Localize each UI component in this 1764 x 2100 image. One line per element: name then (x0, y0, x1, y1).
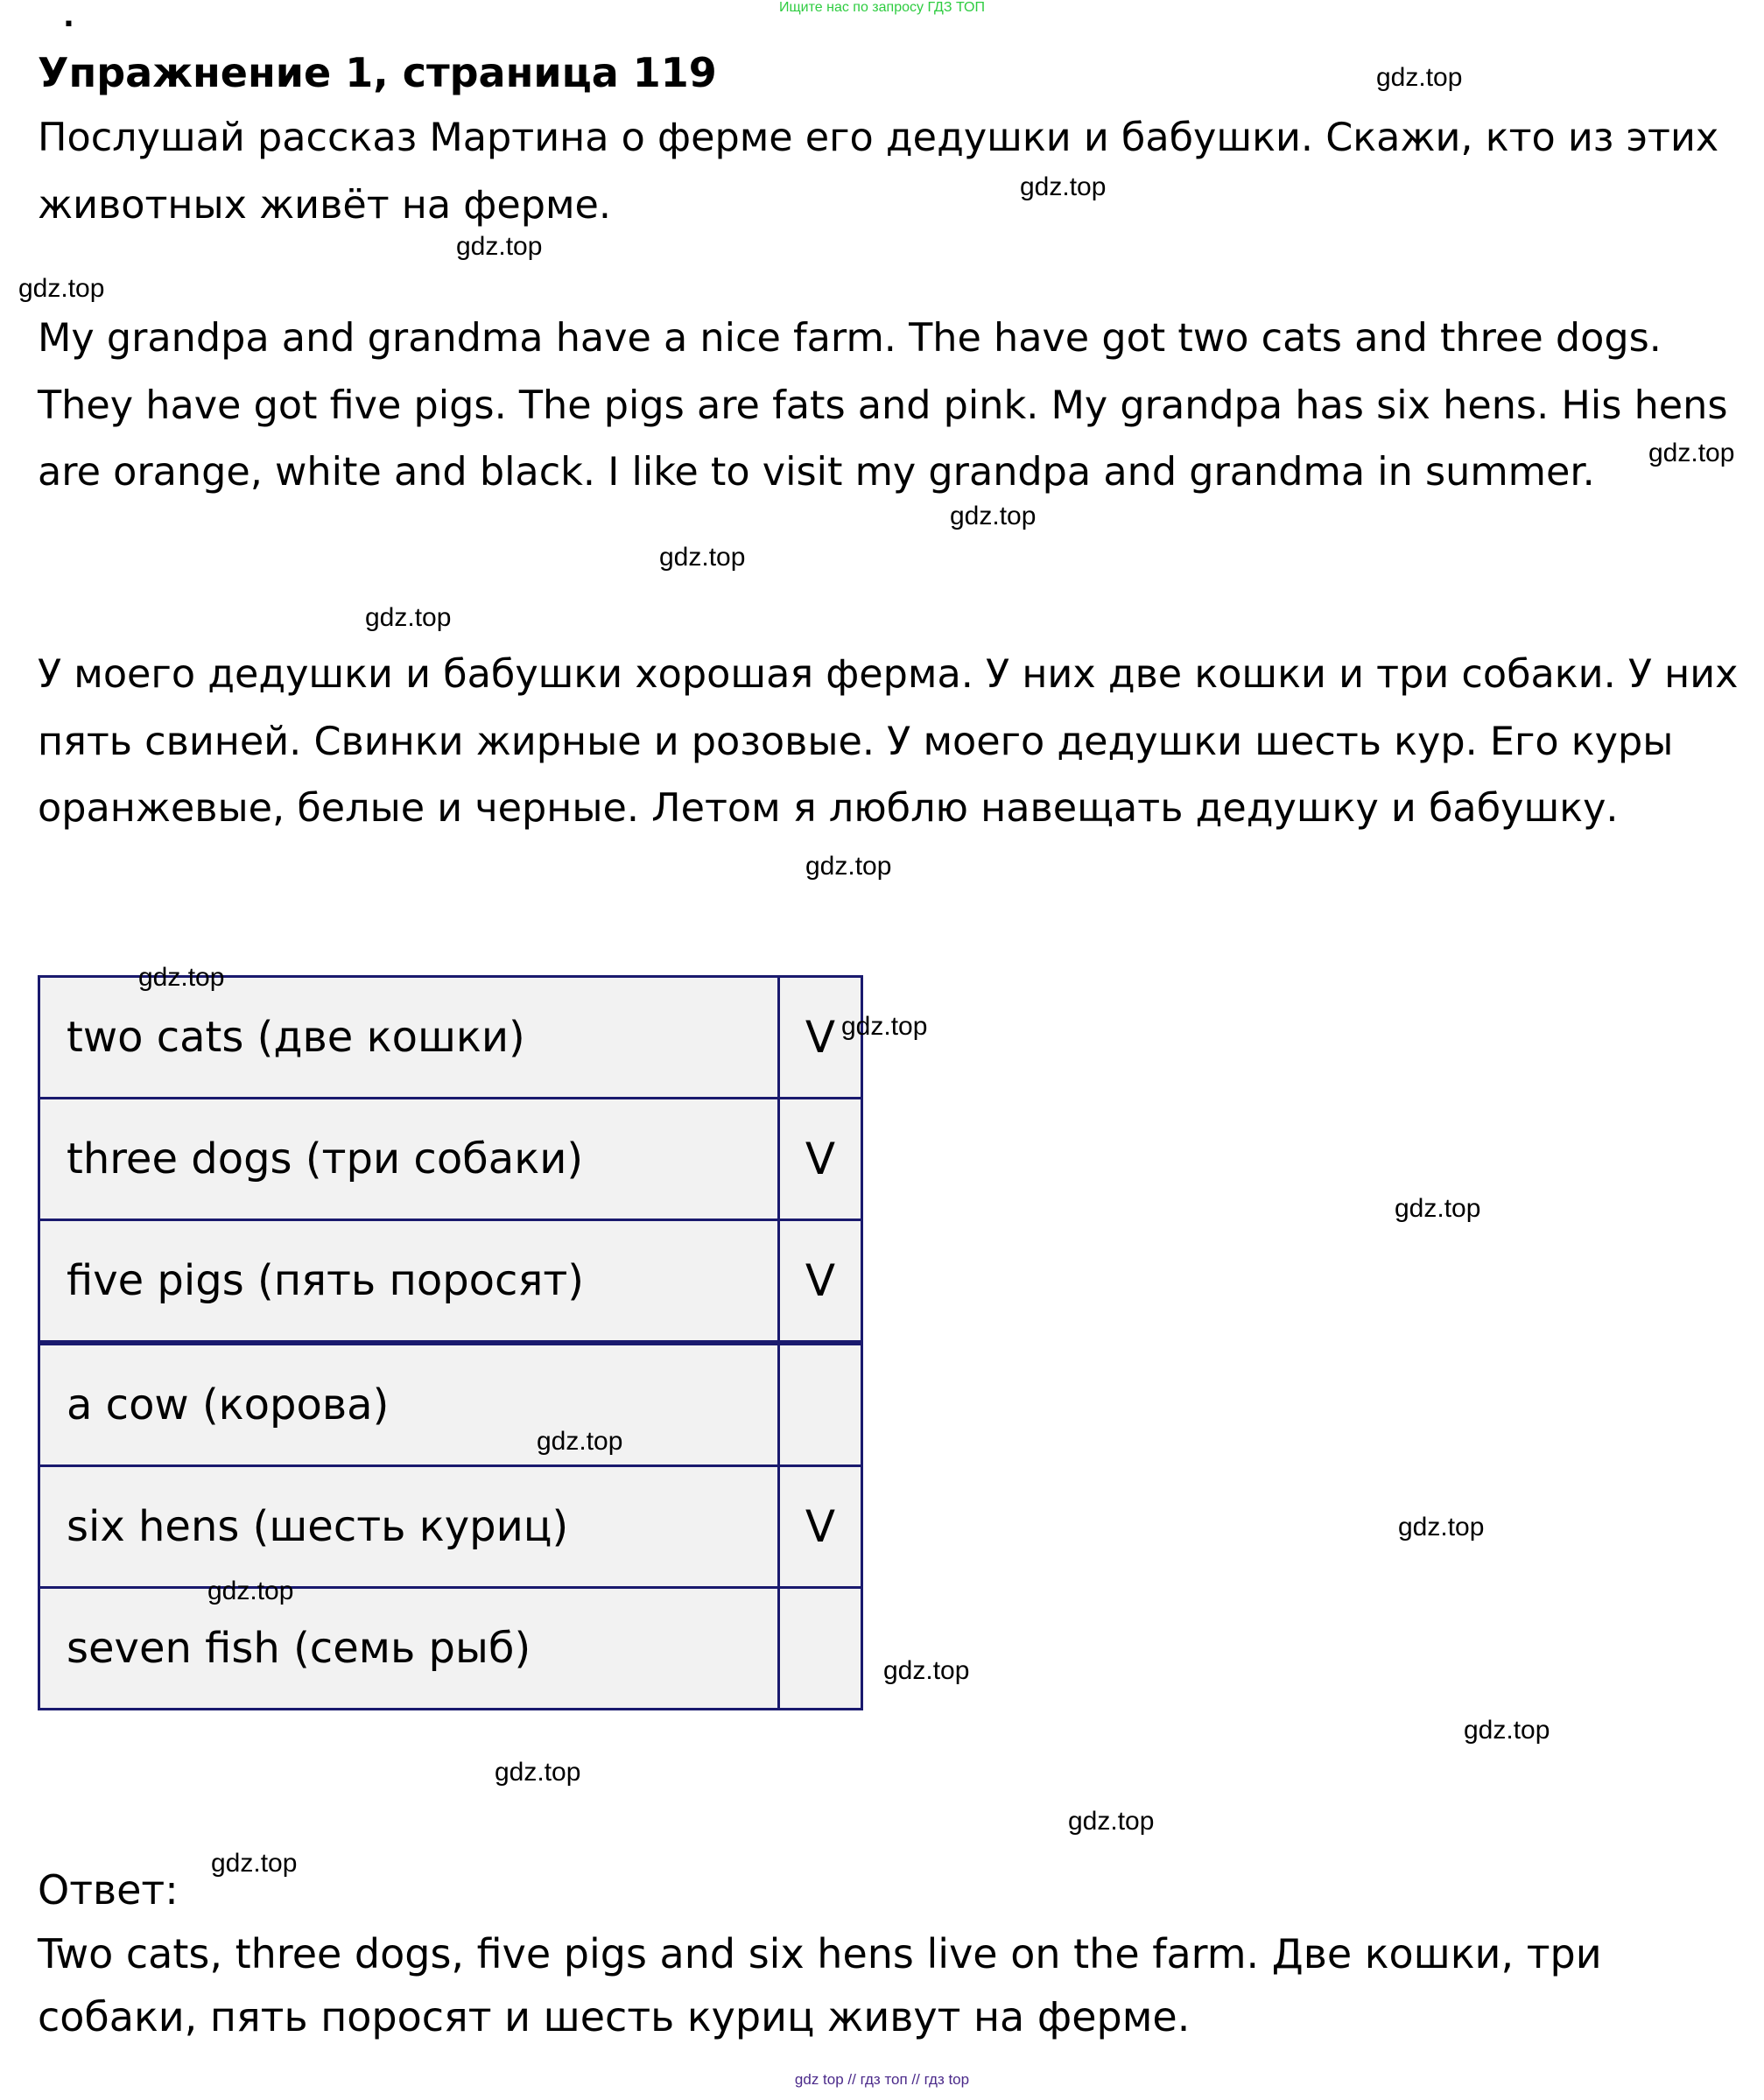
table-row (39, 1099, 862, 1220)
watermark: gdz.top (1464, 1716, 1550, 1745)
story-russian: У моего дедушки и бабушки хорошая ферма. У них две кошки и три собаки. У них пять свиней. Свинки жирные и розовые. У моего дедушки шесть кур. Его куры оранжевые, белые и черные. Летом я люблю навещать дедушку и бабушку. (38, 652, 1739, 831)
check-mark (779, 1588, 862, 1710)
table-row (39, 1220, 862, 1344)
table-row (39, 1588, 862, 1710)
watermark: gdz.top (456, 232, 543, 261)
animal-label: six hens (шесть куриц) (39, 1466, 779, 1588)
check-mark: V (779, 1466, 862, 1588)
watermark: gdz.top (537, 1427, 623, 1456)
watermark: gdz.top (18, 274, 105, 303)
table-row (39, 1343, 862, 1466)
table-row (39, 1466, 862, 1588)
watermark: gdz.top (950, 502, 1037, 530)
watermark: gdz.top (1376, 63, 1463, 92)
answer-label: Ответ: (38, 1866, 179, 1914)
footer-links: gdz top // гдз топ // гдз top (794, 2071, 970, 2088)
story-english: My grandpa and grandma have a nice farm. The have got two cats and three dogs. They have got five pigs. The pigs are fats and pink. My grandpa has six hens. His hens are orange, white and black. I like to visit my grandpa and grandma in summer. (38, 316, 1728, 495)
animal-label: five pigs (пять поросят) (39, 1220, 779, 1344)
check-mark: V (779, 977, 862, 1099)
bullet-dot: . (63, 0, 74, 34)
watermark: gdz.top (207, 1577, 294, 1605)
task-instruction: Послушай рассказ Мартина о ферме его дедушки и бабушки. Скажи, кто из этих животных живёт на ферме. (38, 116, 1719, 228)
check-mark (779, 1343, 862, 1466)
animal-label: two cats (две кошки) (39, 977, 779, 1099)
page-title: Упражнение 1, страница 119 (38, 49, 717, 96)
answer-text: Two cats, three dogs, five pigs and six hens live on the farm. Две кошки, три собаки, пять поросят и шесть куриц живут на ферме. (38, 1930, 1602, 2040)
watermark: gdz.top (495, 1758, 581, 1787)
check-mark: V (779, 1099, 862, 1220)
watermark: gdz.top (841, 1012, 928, 1041)
search-hint: Ищите нас по запросу ГДЗ ТОП (779, 0, 985, 15)
watermark: gdz.top (365, 603, 452, 632)
watermark: gdz.top (883, 1656, 970, 1685)
watermark: gdz.top (659, 543, 746, 572)
watermark: gdz.top (1395, 1194, 1481, 1223)
watermark: gdz.top (1648, 439, 1735, 467)
animal-label: a cow (корова) (39, 1343, 779, 1466)
check-mark: V (779, 1220, 862, 1344)
watermark: gdz.top (1398, 1513, 1485, 1542)
watermark: gdz.top (211, 1849, 298, 1878)
watermark: gdz.top (805, 852, 892, 881)
watermark: gdz.top (1020, 172, 1107, 201)
watermark: gdz.top (1068, 1807, 1155, 1836)
watermark: gdz.top (138, 963, 225, 992)
animal-label: three dogs (три собаки) (39, 1099, 779, 1220)
animal-label: seven fish (семь рыб) (39, 1588, 779, 1710)
animals-table (38, 975, 863, 1710)
table-row (39, 977, 862, 1099)
